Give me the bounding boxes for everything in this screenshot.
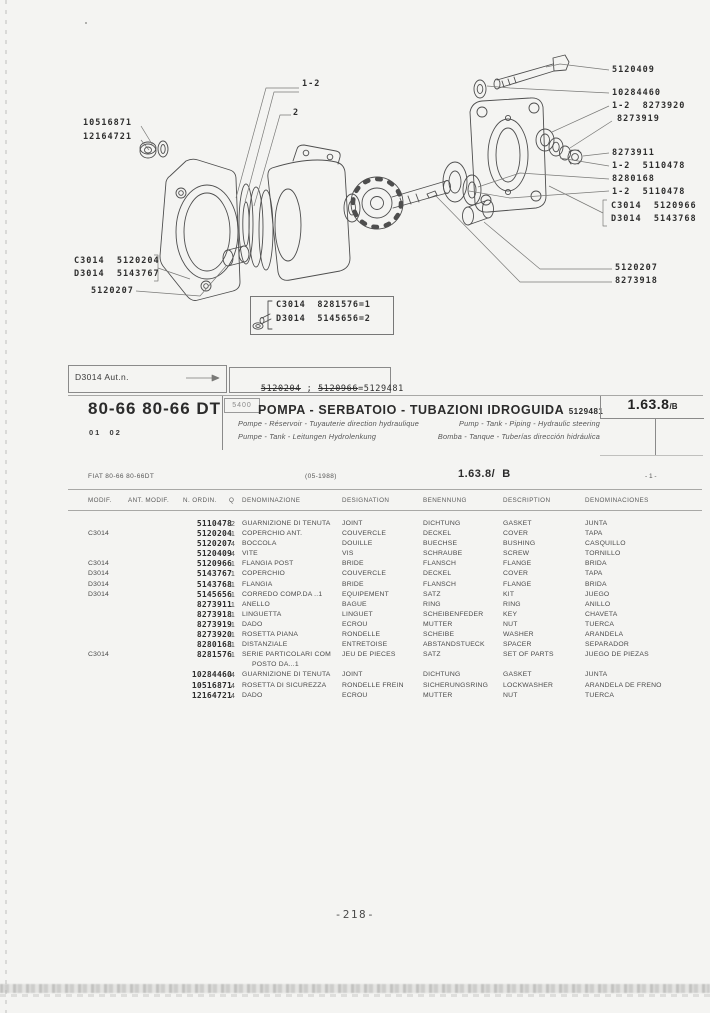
callout-8273911: 8273911 [612, 148, 655, 158]
cell-benennung: DECKEL [423, 530, 452, 538]
cell-denominazione: GUARNIZIONE DI TENUTA [242, 520, 331, 527]
cell-benennung: DECKEL [423, 570, 452, 578]
cell-benennung: ABSTANDSTUECK [423, 641, 485, 649]
cell-denominaciones: CASQUILLO [585, 540, 626, 548]
cell-designation: JOINT [342, 520, 363, 527]
cell-designation: EQUIPEMENT [342, 590, 389, 598]
cell-quantity: 4 [230, 539, 236, 549]
cell-denominaciones: CHAVETA [585, 610, 618, 618]
cell-designation: BAGUE [342, 600, 367, 608]
cell-quantity: 1 [230, 640, 236, 650]
cell-benennung: FLANSCH [423, 580, 457, 588]
cell-part-number: 8273918 [196, 609, 232, 619]
cell-denominaciones: TORNILLO [585, 550, 621, 558]
callout-8273918: 8273918 [615, 276, 658, 286]
cell-denominazione: DADO [242, 620, 263, 628]
callout-8273919: 8273919 [617, 114, 660, 124]
cell-designation: BRIDE [342, 580, 364, 588]
autn-values [238, 374, 404, 404]
cell-part-number: 5110478 [196, 519, 232, 528]
cell-quantity: 4 [230, 680, 236, 690]
cell-denominaciones: TUERCA [585, 620, 615, 628]
cell-description: RING [503, 600, 521, 608]
table-row [0, 650, 710, 670]
cell-description: KIT [503, 590, 515, 598]
cell-quantity: 1 [230, 569, 236, 579]
cell-part-number: 5143767 [196, 569, 232, 579]
header-divider-ref [655, 418, 656, 455]
subtitle-es: Bomba - Tanque - Tuberías dirección hidráulica [437, 432, 600, 441]
cell-description: GASKET [503, 671, 532, 679]
cell-designation: LINGUET [342, 610, 373, 618]
table-row [0, 681, 710, 691]
col-benennung: BENENNUNG [423, 497, 467, 504]
table-row [0, 691, 710, 701]
section-ref-box [600, 396, 704, 419]
cell-denominazione: GUARNIZIONE DI TENUTA [242, 671, 331, 679]
cell-denominazione: ROSETTA PIANA [242, 631, 299, 639]
cell-benennung: SATZ [423, 651, 441, 659]
section-title-text: POMPA - SERBATOIO - TUBAZIONI IDROGUIDA [258, 403, 565, 417]
cell-modif: C3014 [88, 560, 110, 568]
cell-designation: COUVERCLE [342, 530, 387, 538]
table-row [0, 539, 710, 549]
cell-benennung: DICHTUNG [423, 520, 461, 527]
cell-denominaciones: TAPA [585, 570, 603, 578]
table-row [0, 590, 710, 600]
cell-part-number: 8273919 [196, 619, 232, 629]
cell-denominaciones: ARANDELA DE FRENO [585, 681, 662, 689]
cell-designation: RONDELLE FREIN [342, 681, 404, 689]
cell-description: SCREW [503, 550, 530, 558]
cell-denominazione: LINGUETTA [242, 610, 282, 618]
cell-designation: RONDELLE [342, 631, 381, 639]
cell-modif: D3014 [88, 590, 110, 598]
subtitle-row-1 [238, 419, 600, 428]
cell-part-number: 8273911 [196, 599, 232, 609]
callout-5120409: 5120409 [612, 65, 655, 75]
cell-denominazione: FLANGIA POST [242, 560, 294, 568]
cell-quantity: 1 [230, 559, 236, 569]
cell-denominaciones: TAPA [585, 530, 603, 538]
cell-description: BUSHING [503, 540, 536, 548]
cell-benennung: SICHERUNGSRING [423, 681, 489, 689]
cell-part-number: 10516871 [191, 680, 232, 690]
meta-page: - 1 - [645, 473, 657, 480]
col-denominaciones: DENOMINACIONES [585, 497, 649, 504]
cell-designation: COUVERCLE [342, 570, 387, 578]
cell-benennung: RING [423, 600, 441, 608]
cell-denominazione: ROSETTA DI SICUREZZA [242, 681, 327, 689]
cell-part-number: 5120966 [196, 559, 232, 569]
cell-designation: JOINT [342, 671, 363, 679]
cell-denominaciones: ARANDELA [585, 631, 624, 639]
callout-d3014-5143767: D3014 5143767 [74, 269, 160, 279]
section-title-code: 5129481 [568, 407, 604, 416]
cell-denominazione: VITE [242, 550, 258, 558]
table-row [0, 549, 710, 559]
cell-part-number: 5120207 [196, 539, 232, 549]
cell-part-number: 5120409 [196, 549, 232, 559]
col-modif: MODIF. [88, 497, 112, 504]
cell-description: SET OF PARTS [503, 651, 554, 659]
cell-benennung: DICHTUNG [423, 671, 461, 679]
section-title [258, 401, 604, 419]
autn-old-a: 5120204 [260, 384, 301, 394]
callout-5120207-left: 5120207 [91, 286, 134, 296]
cell-designation: DOUILLE [342, 540, 373, 548]
cell-part-number: 5143768 [196, 579, 232, 589]
callout-12164721: 12164721 [83, 132, 132, 142]
cell-designation: BRIDE [342, 560, 364, 568]
cell-quantity: 4 [230, 549, 236, 559]
table-body [0, 519, 710, 701]
kit-label-d3014: D3014 5145656=2 [276, 314, 371, 324]
cell-quantity: 2 [230, 519, 236, 528]
cell-denominazione: SERIE PARTICOLARI COM [242, 651, 331, 659]
cell-description: SPACER [503, 641, 532, 649]
cell-quantity: 1 [230, 579, 236, 589]
table-row [0, 610, 710, 620]
header-divider-left [222, 396, 223, 450]
model-codes: 01 02 [89, 428, 122, 437]
cell-denominaciones: BRIDA [585, 580, 607, 588]
autn-label: D3014 Aut.n. [75, 372, 129, 382]
subtitle-row-2 [238, 432, 600, 441]
table-row [0, 569, 710, 579]
cell-designation: JEU DE PIECES [342, 651, 396, 659]
cell-part-number: 5145656 [196, 589, 232, 599]
cell-denominazione: FLANGIA [242, 580, 273, 588]
cell-description: LOCKWASHER [503, 681, 554, 689]
pump-parts-drawing [140, 55, 582, 329]
cell-denominaciones: JUNTA [585, 671, 608, 679]
cell-denominaciones: JUEGO [585, 590, 610, 598]
cell-designation: ECROU [342, 691, 368, 699]
cell-quantity: 1 [230, 529, 236, 539]
cell-description: FLANGE [503, 560, 532, 568]
cell-designation: ENTRETOISE [342, 641, 388, 649]
cell-description: WASHER [503, 631, 534, 639]
small-code: 5400 [224, 398, 260, 413]
meta-date: (05-1988) [305, 473, 337, 480]
cell-denominaciones: JUNTA [585, 520, 608, 527]
cell-designation: VIS [342, 550, 354, 558]
callout-2: 2 [293, 108, 300, 118]
subtitle-en: Pump - Tank - Piping - Hydraulic steering [459, 419, 600, 428]
cell-quantity: 1 [230, 619, 236, 629]
subtitle-de: Pumpe - Tank - Leitungen Hydrolenkung [238, 432, 377, 441]
cell-part-number: 8281576 [196, 650, 232, 660]
cell-denominazione: COPERCHIO ANT. [242, 530, 303, 538]
col-q: Q [229, 497, 235, 504]
cell-benennung: SCHEIBE [423, 631, 455, 639]
scan-bottom-band-2 [0, 994, 710, 997]
cell-designation: ECROU [342, 620, 368, 628]
cell-description: COVER [503, 530, 529, 538]
callout-1-2-5110478-b: 1-2 5110478 [612, 187, 686, 197]
callout-c3014-5120966: C3014 5120966 [611, 201, 697, 211]
cell-denominazione: ANELLO [242, 600, 271, 608]
table-row [0, 529, 710, 539]
cell-quantity: 1 [230, 599, 236, 609]
cell-benennung: MUTTER [423, 620, 453, 628]
col-denominazione: DENOMINAZIONE [242, 497, 301, 504]
autn-box [68, 365, 227, 393]
cell-denominazione: BOCCOLA [242, 540, 277, 548]
table-row [0, 670, 710, 680]
callout-d3014-5143768: D3014 5143768 [611, 214, 697, 224]
cell-benennung: SCHRAUBE [423, 550, 463, 558]
col-n-ordin: N. ORDIN. [183, 497, 217, 504]
cell-modif: D3014 [88, 570, 110, 578]
cell-part-number: 8280168 [196, 640, 232, 650]
cell-denominazione: CORREDO COMP.DA ..1 [242, 590, 323, 598]
cell-quantity: 1 [230, 609, 236, 619]
scan-left-edge [5, 0, 7, 1013]
scan-bottom-band [0, 984, 710, 993]
callout-1-2: 1-2 [302, 79, 321, 89]
col-description: DESCRIPTION [503, 497, 551, 504]
cell-benennung: SATZ [423, 590, 441, 598]
callout-10284460: 10284460 [612, 88, 661, 98]
cell-description: FLANGE [503, 580, 532, 588]
model-name: 80-66 80-66 DT [88, 399, 222, 418]
cell-denominazione: DADO [242, 691, 263, 699]
table-row [0, 600, 710, 610]
header-bottom-rule-right [600, 455, 703, 456]
cell-quantity: 1 [230, 589, 236, 599]
col-designation: DESIGNATION [342, 497, 390, 504]
section-ref: 1.63.8 [627, 396, 670, 412]
cell-quantity: 1 [230, 630, 236, 640]
cell-benennung: BUECHSE [423, 540, 458, 548]
subtitle-fr: Pompe - Réservoir - Tuyauterie direction hydraulique [238, 419, 420, 428]
autn-sep: ; [300, 384, 319, 394]
callout-1-2-5110478-a: 1-2 5110478 [612, 161, 686, 171]
callout-5120207-right: 5120207 [615, 263, 658, 273]
callout-1-2-8273920: 1-2 8273920 [612, 101, 686, 111]
cell-denominaciones: TUERCA [585, 691, 615, 699]
cell-description: NUT [503, 620, 518, 628]
cell-modif: C3014 [88, 530, 110, 538]
autn-result: =5129481 [358, 384, 404, 394]
cell-quantity: 4 [230, 670, 236, 680]
cell-part-number: 12164721 [191, 690, 232, 700]
table-row [0, 640, 710, 650]
cell-quantity: 1 [230, 650, 236, 660]
callout-8280168: 8280168 [612, 174, 655, 184]
cell-denominazione: COPERCHIO [242, 570, 285, 578]
table-row [0, 630, 710, 640]
cell-benennung: SCHEIBENFEDER [423, 610, 484, 618]
table-rule-top [68, 489, 702, 490]
table-row [0, 620, 710, 630]
callout-10516871: 10516871 [83, 118, 132, 128]
cell-denominaciones: SEPARADOR [585, 641, 629, 649]
cell-denominazione: DISTANZIALE [242, 641, 288, 649]
cell-denominaciones: BRIDA [585, 560, 607, 568]
table-row [0, 519, 710, 529]
cell-denominaciones: ANILLO [585, 600, 611, 608]
cell-modif: C3014 [88, 651, 110, 659]
cell-denominazione-line2: POSTO DA...1 [252, 661, 299, 669]
meta-model: FIAT 80-66 80-66DT [88, 473, 155, 480]
table-rule-bottom [68, 510, 702, 511]
col-ant-modif: ANT. MODIF. [128, 497, 170, 504]
kit-label-c3014: C3014 8281576=1 [276, 300, 371, 310]
autn-values-box [229, 367, 404, 394]
cell-benennung: MUTTER [423, 691, 453, 699]
cell-part-number: 5120204 [196, 529, 232, 539]
callout-c3014-5120204: C3014 5120204 [74, 256, 160, 266]
cell-description: NUT [503, 691, 518, 699]
cell-part-number: 10284460 [191, 670, 232, 680]
cell-quantity: 4 [230, 690, 236, 700]
cell-description: GASKET [503, 520, 532, 527]
section-ref-suffix: /B [669, 402, 678, 411]
cell-denominaciones: JUEGO DE PIEZAS [585, 651, 649, 659]
table-row [0, 559, 710, 569]
page-number: -218- [334, 908, 376, 921]
scan-speck [85, 22, 87, 24]
cell-part-number: 8273920 [196, 630, 232, 640]
meta-ref: 1.63.8/ B [458, 468, 511, 480]
table-row [0, 580, 710, 590]
autn-old-b: 5120966 [318, 384, 359, 394]
cell-description: KEY [503, 610, 518, 618]
cell-benennung: FLANSCH [423, 560, 457, 568]
cell-modif: D3014 [88, 580, 110, 588]
cell-description: COVER [503, 570, 529, 578]
